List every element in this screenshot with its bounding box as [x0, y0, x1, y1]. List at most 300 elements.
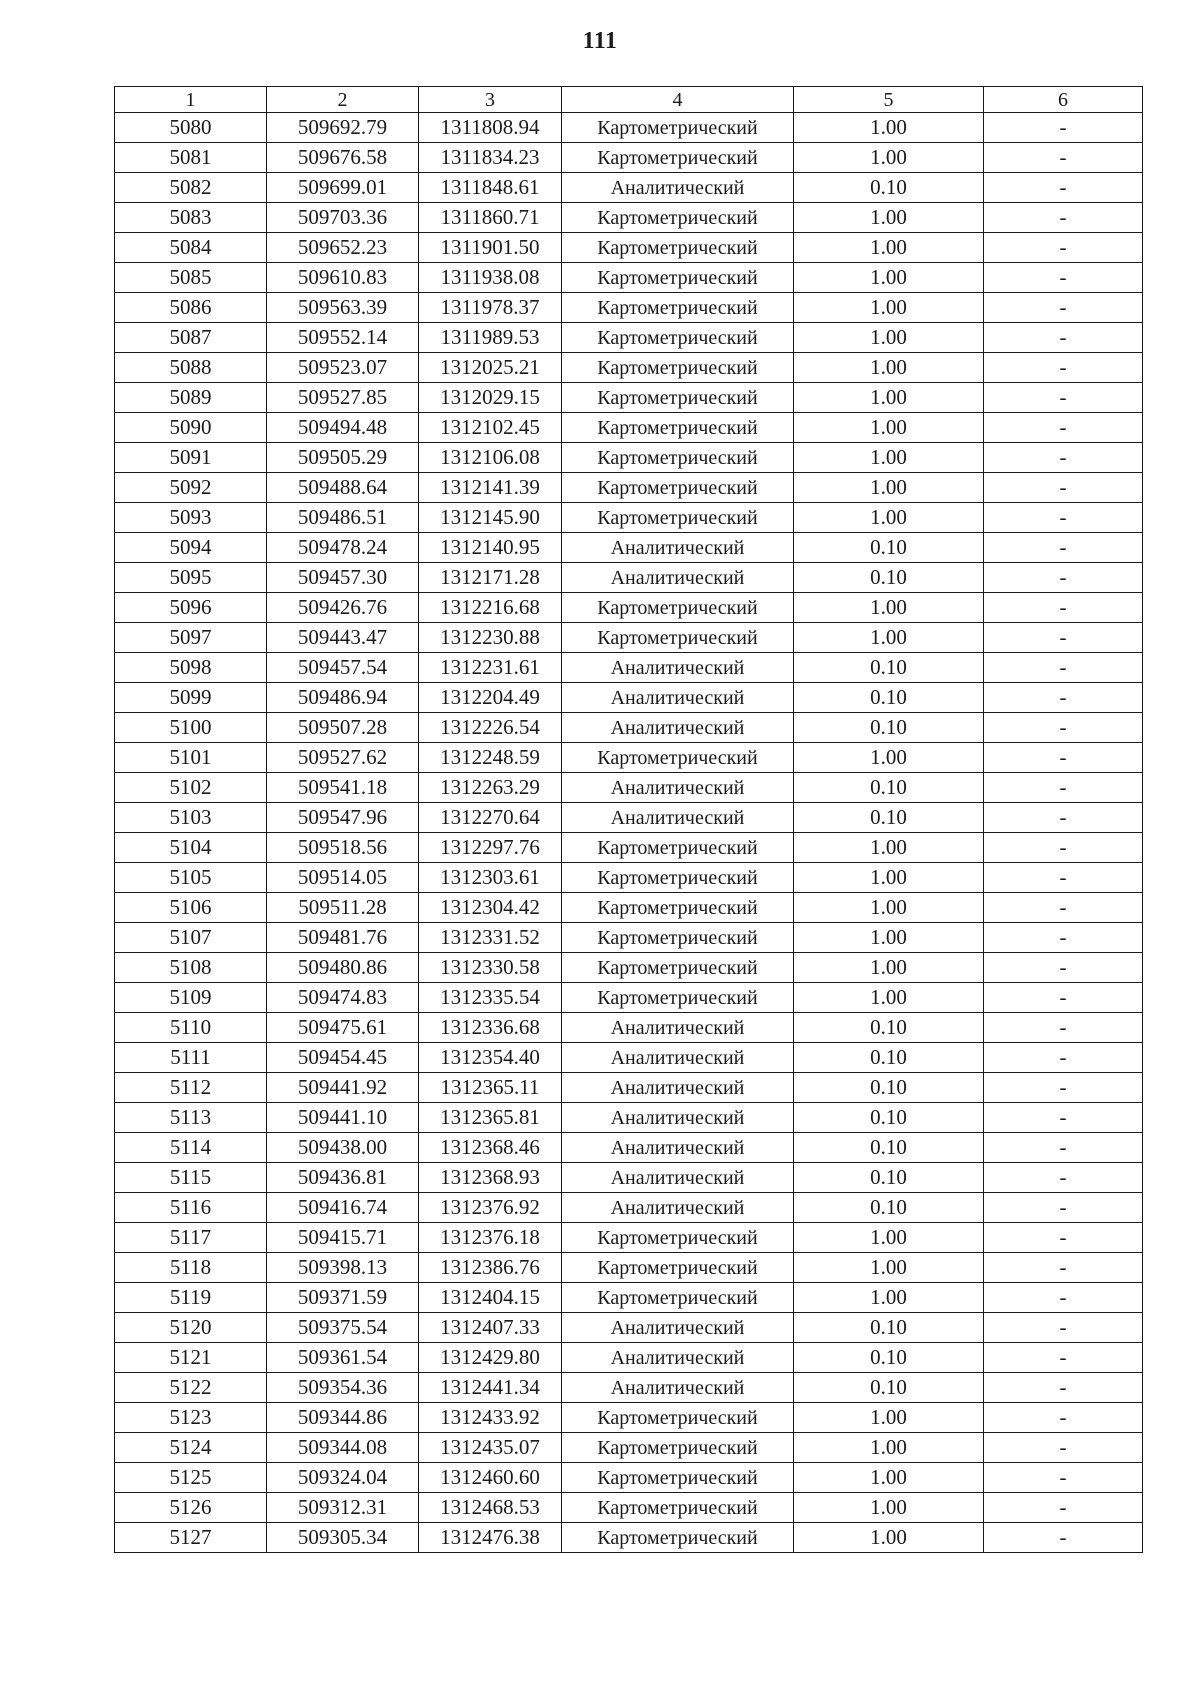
x-coordinate-cell: 509371.59	[267, 1283, 419, 1313]
accuracy-cell: 0.10	[794, 1373, 984, 1403]
x-coordinate-cell: 509426.76	[267, 593, 419, 623]
y-coordinate-cell: 1312140.95	[419, 533, 562, 563]
point-number-cell: 5083	[115, 203, 267, 233]
y-coordinate-cell: 1312297.76	[419, 833, 562, 863]
method-cell: Аналитический	[562, 1343, 794, 1373]
point-number-cell: 5097	[115, 623, 267, 653]
point-number-cell: 5094	[115, 533, 267, 563]
x-coordinate-cell: 509481.76	[267, 923, 419, 953]
note-cell: -	[984, 1373, 1143, 1403]
method-cell: Аналитический	[562, 1073, 794, 1103]
accuracy-cell: 0.10	[794, 1043, 984, 1073]
accuracy-cell: 0.10	[794, 683, 984, 713]
note-cell: -	[984, 623, 1143, 653]
method-cell: Аналитический	[562, 1373, 794, 1403]
note-cell: -	[984, 1523, 1143, 1553]
y-coordinate-cell: 1312141.39	[419, 473, 562, 503]
table-row	[115, 653, 1143, 683]
table-row	[115, 443, 1143, 473]
point-number-cell: 5105	[115, 863, 267, 893]
y-coordinate-cell: 1311860.71	[419, 203, 562, 233]
table-row	[115, 713, 1143, 743]
point-number-cell: 5090	[115, 413, 267, 443]
x-coordinate-cell: 509475.61	[267, 1013, 419, 1043]
y-coordinate-cell: 1312429.80	[419, 1343, 562, 1373]
x-coordinate-cell: 509518.56	[267, 833, 419, 863]
method-cell: Картометрический	[562, 113, 794, 143]
x-coordinate-cell: 509344.86	[267, 1403, 419, 1433]
note-cell: -	[984, 1463, 1143, 1493]
table-row	[115, 263, 1143, 293]
y-coordinate-cell: 1312407.33	[419, 1313, 562, 1343]
y-coordinate-cell: 1311834.23	[419, 143, 562, 173]
column-header-6: 6	[984, 87, 1143, 113]
y-coordinate-cell: 1312365.11	[419, 1073, 562, 1103]
table-row	[115, 413, 1143, 443]
note-cell: -	[984, 893, 1143, 923]
accuracy-cell: 1.00	[794, 353, 984, 383]
accuracy-cell: 0.10	[794, 173, 984, 203]
table-row	[115, 1313, 1143, 1343]
accuracy-cell: 1.00	[794, 743, 984, 773]
x-coordinate-cell: 509480.86	[267, 953, 419, 983]
accuracy-cell: 1.00	[794, 983, 984, 1013]
x-coordinate-cell: 509457.30	[267, 563, 419, 593]
method-cell: Картометрический	[562, 623, 794, 653]
accuracy-cell: 1.00	[794, 1223, 984, 1253]
method-cell: Картометрический	[562, 233, 794, 263]
method-cell: Аналитический	[562, 803, 794, 833]
x-coordinate-cell: 509523.07	[267, 353, 419, 383]
method-cell: Аналитический	[562, 1043, 794, 1073]
y-coordinate-cell: 1311989.53	[419, 323, 562, 353]
accuracy-cell: 0.10	[794, 1193, 984, 1223]
y-coordinate-cell: 1312386.76	[419, 1253, 562, 1283]
note-cell: -	[984, 833, 1143, 863]
note-cell: -	[984, 563, 1143, 593]
table-row	[115, 623, 1143, 653]
table-row	[115, 1163, 1143, 1193]
table-row	[115, 1103, 1143, 1133]
x-coordinate-cell: 509552.14	[267, 323, 419, 353]
x-coordinate-cell: 509488.64	[267, 473, 419, 503]
method-cell: Картометрический	[562, 503, 794, 533]
accuracy-cell: 1.00	[794, 623, 984, 653]
note-cell: -	[984, 1433, 1143, 1463]
x-coordinate-cell: 509457.54	[267, 653, 419, 683]
x-coordinate-cell: 509441.92	[267, 1073, 419, 1103]
note-cell: -	[984, 593, 1143, 623]
note-cell: -	[984, 1493, 1143, 1523]
note-cell: -	[984, 1013, 1143, 1043]
method-cell: Аналитический	[562, 533, 794, 563]
table-row	[115, 773, 1143, 803]
method-cell: Картометрический	[562, 1493, 794, 1523]
table-row	[115, 293, 1143, 323]
column-header-5: 5	[794, 87, 984, 113]
y-coordinate-cell: 1312376.92	[419, 1193, 562, 1223]
accuracy-cell: 0.10	[794, 803, 984, 833]
method-cell: Картометрический	[562, 383, 794, 413]
table-row	[115, 863, 1143, 893]
note-cell: -	[984, 1343, 1143, 1373]
method-cell: Картометрический	[562, 743, 794, 773]
accuracy-cell: 1.00	[794, 233, 984, 263]
method-cell: Аналитический	[562, 1163, 794, 1193]
y-coordinate-cell: 1312102.45	[419, 413, 562, 443]
table-row	[115, 1193, 1143, 1223]
y-coordinate-cell: 1312216.68	[419, 593, 562, 623]
x-coordinate-cell: 509361.54	[267, 1343, 419, 1373]
x-coordinate-cell: 509486.51	[267, 503, 419, 533]
point-number-cell: 5102	[115, 773, 267, 803]
note-cell: -	[984, 803, 1143, 833]
table-row	[115, 743, 1143, 773]
y-coordinate-cell: 1311901.50	[419, 233, 562, 263]
point-number-cell: 5085	[115, 263, 267, 293]
point-number-cell: 5127	[115, 1523, 267, 1553]
point-number-cell: 5113	[115, 1103, 267, 1133]
note-cell: -	[984, 533, 1143, 563]
x-coordinate-cell: 509676.58	[267, 143, 419, 173]
note-cell: -	[984, 1193, 1143, 1223]
accuracy-cell: 1.00	[794, 503, 984, 533]
x-coordinate-cell: 509692.79	[267, 113, 419, 143]
method-cell: Аналитический	[562, 173, 794, 203]
x-coordinate-cell: 509324.04	[267, 1463, 419, 1493]
y-coordinate-cell: 1311938.08	[419, 263, 562, 293]
accuracy-cell: 0.10	[794, 1133, 984, 1163]
header-row	[115, 87, 1143, 113]
x-coordinate-cell: 509514.05	[267, 863, 419, 893]
coordinates-table	[114, 86, 1143, 1553]
point-number-cell: 5125	[115, 1463, 267, 1493]
accuracy-cell: 1.00	[794, 1523, 984, 1553]
x-coordinate-cell: 509541.18	[267, 773, 419, 803]
x-coordinate-cell: 509416.74	[267, 1193, 419, 1223]
note-cell: -	[984, 713, 1143, 743]
table-row	[115, 113, 1143, 143]
method-cell: Аналитический	[562, 1193, 794, 1223]
point-number-cell: 5120	[115, 1313, 267, 1343]
table-row	[115, 983, 1143, 1013]
note-cell: -	[984, 1163, 1143, 1193]
method-cell: Аналитический	[562, 773, 794, 803]
y-coordinate-cell: 1312460.60	[419, 1463, 562, 1493]
point-number-cell: 5126	[115, 1493, 267, 1523]
page-number: 111	[582, 28, 618, 54]
accuracy-cell: 1.00	[794, 1253, 984, 1283]
accuracy-cell: 1.00	[794, 1433, 984, 1463]
point-number-cell: 5103	[115, 803, 267, 833]
note-cell: -	[984, 113, 1143, 143]
point-number-cell: 5098	[115, 653, 267, 683]
y-coordinate-cell: 1312145.90	[419, 503, 562, 533]
x-coordinate-cell: 509494.48	[267, 413, 419, 443]
table-row	[115, 1133, 1143, 1163]
point-number-cell: 5096	[115, 593, 267, 623]
note-cell: -	[984, 143, 1143, 173]
accuracy-cell: 0.10	[794, 1073, 984, 1103]
y-coordinate-cell: 1312365.81	[419, 1103, 562, 1133]
accuracy-cell: 1.00	[794, 1283, 984, 1313]
point-number-cell: 5087	[115, 323, 267, 353]
point-number-cell: 5084	[115, 233, 267, 263]
accuracy-cell: 1.00	[794, 1463, 984, 1493]
method-cell: Картометрический	[562, 923, 794, 953]
accuracy-cell: 1.00	[794, 473, 984, 503]
accuracy-cell: 0.10	[794, 713, 984, 743]
note-cell: -	[984, 953, 1143, 983]
note-cell: -	[984, 743, 1143, 773]
x-coordinate-cell: 509312.31	[267, 1493, 419, 1523]
accuracy-cell: 0.10	[794, 533, 984, 563]
method-cell: Картометрический	[562, 293, 794, 323]
method-cell: Аналитический	[562, 713, 794, 743]
table-row	[115, 803, 1143, 833]
table-row	[115, 143, 1143, 173]
method-cell: Картометрический	[562, 1523, 794, 1553]
note-cell: -	[984, 1103, 1143, 1133]
note-cell: -	[984, 383, 1143, 413]
accuracy-cell: 1.00	[794, 263, 984, 293]
method-cell: Аналитический	[562, 1103, 794, 1133]
y-coordinate-cell: 1312204.49	[419, 683, 562, 713]
method-cell: Аналитический	[562, 1313, 794, 1343]
accuracy-cell: 1.00	[794, 413, 984, 443]
accuracy-cell: 1.00	[794, 593, 984, 623]
table-row	[115, 533, 1143, 563]
note-cell: -	[984, 1043, 1143, 1073]
table-row	[115, 233, 1143, 263]
y-coordinate-cell: 1312354.40	[419, 1043, 562, 1073]
x-coordinate-cell: 509527.85	[267, 383, 419, 413]
table-row	[115, 1043, 1143, 1073]
accuracy-cell: 1.00	[794, 323, 984, 353]
column-header-3: 3	[419, 87, 562, 113]
y-coordinate-cell: 1311808.94	[419, 113, 562, 143]
note-cell: -	[984, 233, 1143, 263]
accuracy-cell: 1.00	[794, 203, 984, 233]
point-number-cell: 5091	[115, 443, 267, 473]
table-header	[115, 87, 1143, 113]
table-row	[115, 1073, 1143, 1103]
y-coordinate-cell: 1312230.88	[419, 623, 562, 653]
accuracy-cell: 1.00	[794, 383, 984, 413]
point-number-cell: 5124	[115, 1433, 267, 1463]
point-number-cell: 5082	[115, 173, 267, 203]
method-cell: Картометрический	[562, 893, 794, 923]
accuracy-cell: 0.10	[794, 1163, 984, 1193]
point-number-cell: 5099	[115, 683, 267, 713]
x-coordinate-cell: 509436.81	[267, 1163, 419, 1193]
method-cell: Картометрический	[562, 143, 794, 173]
note-cell: -	[984, 773, 1143, 803]
y-coordinate-cell: 1312433.92	[419, 1403, 562, 1433]
y-coordinate-cell: 1312468.53	[419, 1493, 562, 1523]
x-coordinate-cell: 509454.45	[267, 1043, 419, 1073]
method-cell: Картометрический	[562, 593, 794, 623]
accuracy-cell: 1.00	[794, 293, 984, 323]
method-cell: Картометрический	[562, 983, 794, 1013]
x-coordinate-cell: 509305.34	[267, 1523, 419, 1553]
note-cell: -	[984, 863, 1143, 893]
note-cell: -	[984, 1313, 1143, 1343]
column-header-4: 4	[562, 87, 794, 113]
point-number-cell: 5086	[115, 293, 267, 323]
table-row	[115, 683, 1143, 713]
table-row	[115, 1433, 1143, 1463]
point-number-cell: 5104	[115, 833, 267, 863]
table-row	[115, 1253, 1143, 1283]
table-row	[115, 923, 1143, 953]
accuracy-cell: 0.10	[794, 563, 984, 593]
accuracy-cell: 1.00	[794, 113, 984, 143]
note-cell: -	[984, 1073, 1143, 1103]
table-row	[115, 383, 1143, 413]
accuracy-cell: 1.00	[794, 923, 984, 953]
y-coordinate-cell: 1312336.68	[419, 1013, 562, 1043]
point-number-cell: 5095	[115, 563, 267, 593]
accuracy-cell: 1.00	[794, 143, 984, 173]
y-coordinate-cell: 1312476.38	[419, 1523, 562, 1553]
method-cell: Картометрический	[562, 1283, 794, 1313]
accuracy-cell: 0.10	[794, 1103, 984, 1133]
table-row	[115, 473, 1143, 503]
y-coordinate-cell: 1312231.61	[419, 653, 562, 683]
x-coordinate-cell: 509699.01	[267, 173, 419, 203]
method-cell: Аналитический	[562, 1013, 794, 1043]
table-row	[115, 1283, 1143, 1313]
note-cell: -	[984, 683, 1143, 713]
note-cell: -	[984, 1133, 1143, 1163]
point-number-cell: 5122	[115, 1373, 267, 1403]
y-coordinate-cell: 1312441.34	[419, 1373, 562, 1403]
table-row	[115, 1013, 1143, 1043]
table-row	[115, 503, 1143, 533]
x-coordinate-cell: 509398.13	[267, 1253, 419, 1283]
x-coordinate-cell: 509474.83	[267, 983, 419, 1013]
method-cell: Аналитический	[562, 653, 794, 683]
point-number-cell: 5114	[115, 1133, 267, 1163]
method-cell: Картометрический	[562, 1463, 794, 1493]
point-number-cell: 5107	[115, 923, 267, 953]
y-coordinate-cell: 1311848.61	[419, 173, 562, 203]
method-cell: Аналитический	[562, 1133, 794, 1163]
accuracy-cell: 1.00	[794, 953, 984, 983]
table-row	[115, 1403, 1143, 1433]
y-coordinate-cell: 1312303.61	[419, 863, 562, 893]
table-row	[115, 1463, 1143, 1493]
note-cell: -	[984, 503, 1143, 533]
x-coordinate-cell: 509415.71	[267, 1223, 419, 1253]
table-row	[115, 833, 1143, 863]
x-coordinate-cell: 509441.10	[267, 1103, 419, 1133]
method-cell: Картометрический	[562, 833, 794, 863]
method-cell: Картометрический	[562, 953, 794, 983]
y-coordinate-cell: 1312270.64	[419, 803, 562, 833]
note-cell: -	[984, 1403, 1143, 1433]
note-cell: -	[984, 293, 1143, 323]
note-cell: -	[984, 983, 1143, 1013]
note-cell: -	[984, 653, 1143, 683]
x-coordinate-cell: 509443.47	[267, 623, 419, 653]
note-cell: -	[984, 473, 1143, 503]
note-cell: -	[984, 443, 1143, 473]
method-cell: Картометрический	[562, 353, 794, 383]
y-coordinate-cell: 1312263.29	[419, 773, 562, 803]
y-coordinate-cell: 1312330.58	[419, 953, 562, 983]
table-row	[115, 893, 1143, 923]
table-row	[115, 953, 1143, 983]
note-cell: -	[984, 173, 1143, 203]
y-coordinate-cell: 1312368.46	[419, 1133, 562, 1163]
point-number-cell: 5116	[115, 1193, 267, 1223]
table-row	[115, 353, 1143, 383]
method-cell: Картометрический	[562, 323, 794, 353]
table-row	[115, 1373, 1143, 1403]
x-coordinate-cell: 509527.62	[267, 743, 419, 773]
accuracy-cell: 0.10	[794, 1343, 984, 1373]
y-coordinate-cell: 1312025.21	[419, 353, 562, 383]
x-coordinate-cell: 509375.54	[267, 1313, 419, 1343]
point-number-cell: 5117	[115, 1223, 267, 1253]
note-cell: -	[984, 1223, 1143, 1253]
y-coordinate-cell: 1312248.59	[419, 743, 562, 773]
point-number-cell: 5100	[115, 713, 267, 743]
note-cell: -	[984, 203, 1143, 233]
y-coordinate-cell: 1312106.08	[419, 443, 562, 473]
method-cell: Аналитический	[562, 683, 794, 713]
method-cell: Картометрический	[562, 1223, 794, 1253]
point-number-cell: 5109	[115, 983, 267, 1013]
x-coordinate-cell: 509354.36	[267, 1373, 419, 1403]
x-coordinate-cell: 509511.28	[267, 893, 419, 923]
y-coordinate-cell: 1312331.52	[419, 923, 562, 953]
method-cell: Картометрический	[562, 1403, 794, 1433]
y-coordinate-cell: 1312376.18	[419, 1223, 562, 1253]
table-row	[115, 173, 1143, 203]
y-coordinate-cell: 1312226.54	[419, 713, 562, 743]
note-cell: -	[984, 923, 1143, 953]
accuracy-cell: 1.00	[794, 443, 984, 473]
point-number-cell: 5115	[115, 1163, 267, 1193]
method-cell: Картометрический	[562, 263, 794, 293]
y-coordinate-cell: 1312335.54	[419, 983, 562, 1013]
note-cell: -	[984, 1253, 1143, 1283]
point-number-cell: 5106	[115, 893, 267, 923]
point-number-cell: 5089	[115, 383, 267, 413]
point-number-cell: 5119	[115, 1283, 267, 1313]
table-row	[115, 1493, 1143, 1523]
accuracy-cell: 0.10	[794, 1313, 984, 1343]
y-coordinate-cell: 1312368.93	[419, 1163, 562, 1193]
x-coordinate-cell: 509563.39	[267, 293, 419, 323]
point-number-cell: 5088	[115, 353, 267, 383]
y-coordinate-cell: 1312304.42	[419, 893, 562, 923]
x-coordinate-cell: 509652.23	[267, 233, 419, 263]
x-coordinate-cell: 509478.24	[267, 533, 419, 563]
y-coordinate-cell: 1312171.28	[419, 563, 562, 593]
method-cell: Картометрический	[562, 203, 794, 233]
note-cell: -	[984, 353, 1143, 383]
method-cell: Картометрический	[562, 473, 794, 503]
accuracy-cell: 1.00	[794, 1493, 984, 1523]
x-coordinate-cell: 509610.83	[267, 263, 419, 293]
method-cell: Картометрический	[562, 443, 794, 473]
point-number-cell: 5111	[115, 1043, 267, 1073]
table-row	[115, 323, 1143, 353]
